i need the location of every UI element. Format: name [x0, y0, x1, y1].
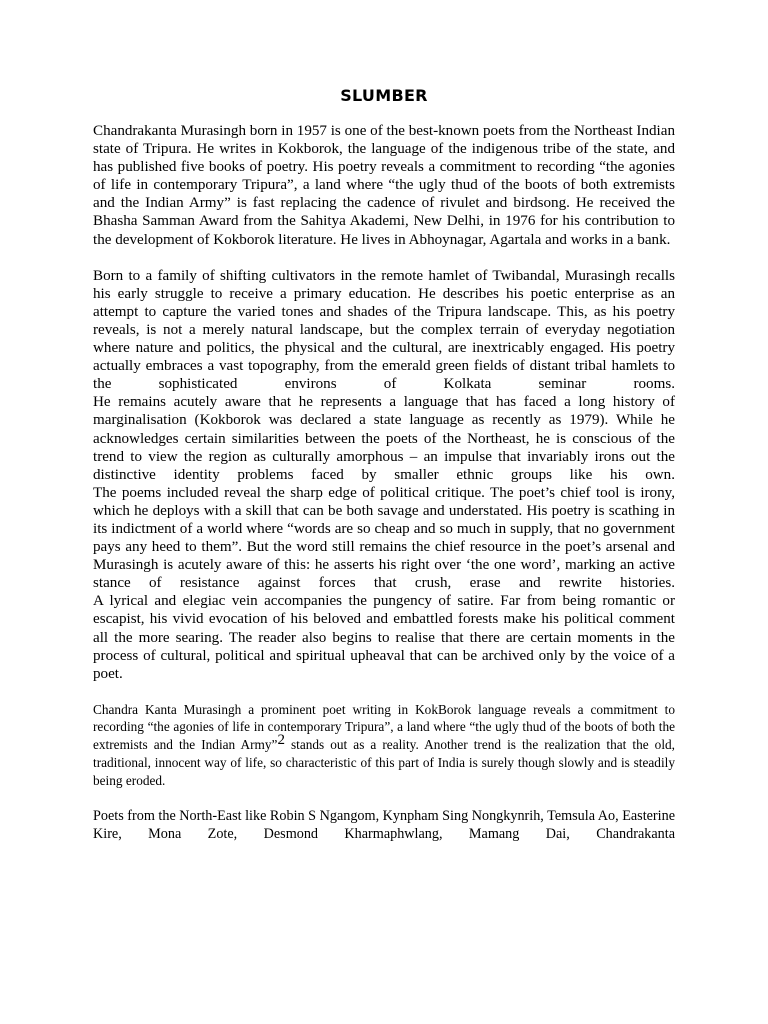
- document-body: [93, 122, 675, 843]
- summary-text-continued: stands out as a reality. Another trend is the realization that the old, traditional, innocent way of life, so characteristic of this part of India is surely though slowly and is steadily being eroded.: [93, 736, 675, 788]
- page-title: SLUMBER: [340, 86, 428, 105]
- paragraph-background: Born to a family of shifting cultivators in the remote hamlet of Twibandal, Murasingh recalls his early struggle to receive a primary education. He describes his poetic enterprise as an attempt to capture the varied tones and shades of the Tripura landscape. This, as his poetry reveals, is not a merely natural landscape, but the complex terrain of everyday negotiation where nature and politics, the physical and the cultural, are inextricably engaged. His poetry actually embraces a vast topography, from the emerald green fields of distant tribal hamlets to the sophisticated environs of Kolkata seminar rooms.: [93, 267, 675, 393]
- summary-text: Chandra Kanta Murasingh a prominent poet writing in KokBorok language reveals a commitment to recording “the agonies of life in contemporary Tripura”, a land where “the ugly thud of the boots of both the extremists and the Indian Army”: [93, 701, 675, 752]
- footnote-reference: 2: [277, 731, 285, 748]
- paragraph-summary: [93, 701, 675, 790]
- paragraph-intro: Chandrakanta Murasingh born in 1957 is one of the best-known poets from the Northeast Indian state of Tripura. He writes in Kokborok, the language of the indigenous tribe of the state, and has published five books of poetry. His poetry reveals a commitment to recording “the agonies of life in contemporary Tripura”, a land where “the ugly thud of the boots of both extremists and the Indian Army” is fast replacing the cadence of rivulet and birdsong. He received the Bhasha Samman Award from the Sahitya Akademi, New Delhi, in 1976 for his contribution to the development of Kokborok literature. He lives in Abhoynagar, Agartala and works in a bank.: [93, 123, 675, 248]
- paragraph-marginalisation: He remains acutely aware that he represents a language that has faced a long history of marginalisation (Kokborok was declared a state language as recently as 1979). While he acknowledges certain similarities between the poets of the Northeast, he is conscious of the trend to view the region as culturally amorphous – an impulse that invariably irons out the distinctive identity problems faced by smaller ethnic groups like his own.: [93, 394, 675, 483]
- paragraph-lyrical-vein: A lyrical and elegiac vein accompanies the pungency of satire. Far from being romantic or escapist, his vivid evocation of his beloved and embattled forests make his political comment all the more searing. The reader also begins to realise that there are certain moments in the process of cultural, political and spiritual upheaval that can be archived only by the voice of a poet.: [93, 593, 675, 682]
- paragraph-political-critique: The poems included reveal the sharp edge of political critique. The poet’s chief tool is irony, which he deploys with a skill that can be both savage and understated. His poetry is scathing in its indictment of a world where “words are so cheap and so much in supply, that no government pays any heed to them”. But the word still remains the chief resource in the poet’s arsenal and Murasingh is acutely aware of this: he asserts his right over ‘the one word’, marking an active stance of resistance against forces that crush, erase and rewrite histories.: [93, 484, 675, 592]
- paragraph-northeast-poets: Poets from the North-East like Robin S Ngangom, Kynpham Sing Nongkynrih, Temsula Ao, Easterine Kire, Mona Zote, Desmond Kharmaphwlang, Mamang Dai, Chandrakanta: [93, 808, 675, 843]
